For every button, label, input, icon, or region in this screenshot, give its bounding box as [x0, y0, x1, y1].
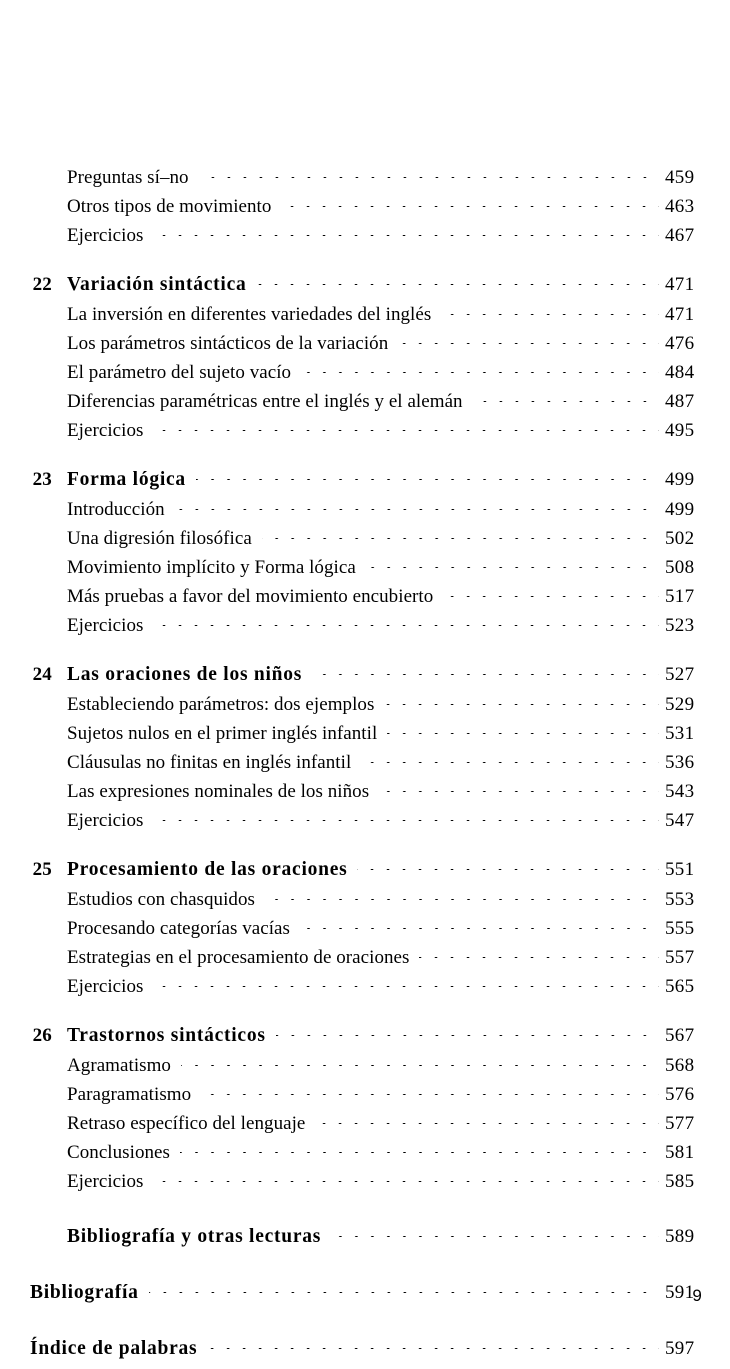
toc-entry-label: Bibliografía y otras lecturas	[67, 1226, 322, 1247]
toc-section-entry[interactable]	[30, 1080, 702, 1109]
dot-leader	[153, 430, 659, 431]
toc-section-entry[interactable]	[30, 582, 702, 611]
toc-section-entry[interactable]	[30, 553, 702, 582]
toc-section-entry[interactable]	[30, 1138, 702, 1167]
toc-entry-page-number: 476	[665, 333, 695, 354]
table-of-contents	[30, 163, 702, 1364]
toc-entry-label: Una digresión filosófica	[67, 528, 252, 549]
toc-section-entry[interactable]	[30, 748, 702, 777]
toc-section-entry[interactable]	[30, 1051, 702, 1080]
toc-entry-label: Estrategias en el procesamiento de oraciones	[67, 947, 410, 968]
toc-entry-page-number: 495	[665, 420, 695, 441]
toc-entry-label: Diferencias paramétricas entre el inglés y el alemán	[67, 391, 463, 412]
toc-entry-number: 26	[32, 1025, 52, 1046]
toc-entry-number: 22	[32, 274, 52, 295]
dot-leader	[262, 538, 659, 539]
toc-entry-page-number: 591	[665, 1282, 695, 1303]
toc-section-entry[interactable]	[30, 1109, 702, 1138]
toc-entry-label: Estableciendo parámetros: dos ejemplos	[67, 694, 375, 715]
toc-section-entry[interactable]	[30, 777, 702, 806]
toc-entry-page-number: 517	[665, 586, 695, 607]
toc-entry-page-number: 508	[665, 557, 695, 578]
toc-entry-label: Índice de palabras	[30, 1338, 198, 1359]
toc-section-entry[interactable]	[30, 611, 702, 640]
toc-entry-label: Ejercicios	[67, 976, 144, 997]
toc-entry-page-number: 589	[665, 1226, 695, 1247]
toc-section-entry[interactable]	[30, 358, 702, 387]
toc-chapter-entry[interactable]	[30, 854, 702, 885]
toc-entry-page-number: 576	[665, 1084, 695, 1105]
toc-chapter-entry[interactable]	[30, 1020, 702, 1051]
dot-leader	[473, 401, 659, 402]
toc-entry-label: Preguntas sí–no	[67, 167, 189, 188]
toc-backmatter-entry[interactable]	[30, 1221, 702, 1252]
page-folio: 9	[692, 1286, 702, 1305]
toc-backmatter-entry[interactable]	[30, 1333, 702, 1364]
toc-section-entry[interactable]	[30, 329, 702, 358]
toc-entry-label: Ejercicios	[67, 615, 144, 636]
toc-entry-page-number: 543	[665, 781, 695, 802]
dot-leader	[419, 957, 659, 958]
dot-leader	[180, 1152, 659, 1153]
toc-entry-label: Otros tipos de movimiento	[67, 196, 272, 217]
toc-section-entry[interactable]	[30, 387, 702, 416]
toc-entry-page-number: 531	[665, 723, 695, 744]
toc-section-entry[interactable]	[30, 690, 702, 719]
toc-entry-label: Trastornos sintácticos	[67, 1025, 266, 1046]
toc-entry-page-number: 555	[665, 918, 695, 939]
toc-entry-page-number: 568	[665, 1055, 695, 1076]
toc-entry-page-number: 467	[665, 225, 695, 246]
toc-entry-page-number: 459	[665, 167, 695, 188]
toc-chapter-entry[interactable]	[30, 464, 702, 495]
toc-entry-label: Las expresiones nominales de los niños	[67, 781, 370, 802]
toc-section-entry[interactable]	[30, 972, 702, 1001]
dot-leader	[265, 899, 659, 900]
dot-leader	[199, 177, 659, 178]
dot-leader	[366, 567, 659, 568]
dot-leader	[331, 1236, 659, 1237]
toc-entry-page-number: 567	[665, 1025, 695, 1046]
dot-leader	[443, 596, 659, 597]
toc-entry-page-number: 581	[665, 1142, 695, 1163]
dot-leader	[276, 1035, 659, 1036]
dot-leader	[153, 1181, 659, 1182]
toc-entry-label: Bibliografía	[30, 1282, 139, 1303]
dot-leader	[196, 479, 659, 480]
toc-entry-label: Ejercicios	[67, 225, 144, 246]
toc-entry-label: Ejercicios	[67, 420, 144, 441]
toc-entry-page-number: 463	[665, 196, 695, 217]
dot-leader	[312, 674, 659, 675]
dot-leader	[398, 343, 659, 344]
toc-entry-label: Procesamiento de las oraciones	[67, 859, 348, 880]
toc-entry-page-number: 553	[665, 889, 695, 910]
toc-entry-label: Cláusulas no finitas en inglés infantil	[67, 752, 352, 773]
toc-chapter-entry[interactable]	[30, 269, 702, 300]
toc-entry-label: Ejercicios	[67, 810, 144, 831]
toc-entry-label: Paragramatismo	[67, 1084, 192, 1105]
toc-section-entry[interactable]	[30, 495, 702, 524]
toc-entry-label: Más pruebas a favor del movimiento encubierto	[67, 586, 434, 607]
dot-leader	[357, 869, 659, 870]
dot-leader	[361, 762, 659, 763]
toc-entry-label: La inversión en diferentes variedades del inglés	[67, 304, 432, 325]
dot-leader	[175, 509, 659, 510]
toc-section-entry[interactable]	[30, 524, 702, 553]
toc-entry-page-number: 547	[665, 810, 695, 831]
toc-entry-page-number: 536	[665, 752, 695, 773]
toc-entry-page-number: 597	[665, 1338, 695, 1359]
toc-entry-label: Variación sintáctica	[67, 274, 247, 295]
toc-section-entry[interactable]	[30, 806, 702, 835]
toc-section-entry[interactable]	[30, 1167, 702, 1196]
toc-entry-number: 25	[32, 859, 52, 880]
dot-leader	[301, 372, 659, 373]
dot-leader	[441, 314, 659, 315]
toc-entry-label: Estudios con chasquidos	[67, 889, 255, 910]
toc-entry-page-number: 523	[665, 615, 695, 636]
toc-section-entry[interactable]	[30, 300, 702, 329]
toc-entry-label: Introducción	[67, 499, 165, 520]
dot-leader	[153, 235, 659, 236]
toc-section-entry[interactable]	[30, 885, 702, 914]
toc-entry-page-number: 471	[665, 274, 695, 295]
toc-entry-page-number: 577	[665, 1113, 695, 1134]
toc-entry-page-number: 551	[665, 859, 695, 880]
dot-leader	[181, 1065, 659, 1066]
dot-leader	[281, 206, 659, 207]
toc-entry-page-number: 527	[665, 664, 695, 685]
dot-leader	[387, 733, 659, 734]
toc-entry-page-number: 557	[665, 947, 695, 968]
toc-entry-label: Agramatismo	[67, 1055, 171, 1076]
toc-entry-page-number: 499	[665, 469, 695, 490]
toc-entry-label: Movimiento implícito y Forma lógica	[67, 557, 356, 578]
toc-entry-label: Conclusiones	[67, 1142, 170, 1163]
toc-entry-number: 23	[32, 469, 52, 490]
dot-leader	[256, 284, 659, 285]
toc-entry-page-number: 502	[665, 528, 695, 549]
toc-section-entry[interactable]	[30, 914, 702, 943]
toc-entry-label: Ejercicios	[67, 1171, 144, 1192]
dot-leader	[379, 791, 659, 792]
toc-entry-page-number: 565	[665, 976, 695, 997]
dot-leader	[153, 625, 659, 626]
toc-section-entry[interactable]	[30, 719, 702, 748]
toc-entry-page-number: 529	[665, 694, 695, 715]
toc-entry-label: Procesando categorías vacías	[67, 918, 290, 939]
toc-entry-label: El parámetro del sujeto vacío	[67, 362, 292, 383]
dot-leader	[207, 1348, 659, 1349]
toc-entry-page-number: 585	[665, 1171, 695, 1192]
dot-leader	[300, 928, 659, 929]
toc-entry-page-number: 484	[665, 362, 695, 383]
toc-entry-label: Sujetos nulos en el primer inglés infantil	[67, 723, 378, 744]
dot-leader	[153, 820, 659, 821]
dot-leader	[153, 986, 659, 987]
dot-leader	[384, 704, 659, 705]
toc-entry-label: Los parámetros sintácticos de la variación	[67, 333, 389, 354]
toc-entry-label: Forma lógica	[67, 469, 186, 490]
toc-section-entry[interactable]	[30, 221, 702, 250]
toc-entry-page-number: 487	[665, 391, 695, 412]
toc-entry-label: Las oraciones de los niños	[67, 664, 303, 685]
toc-section-entry[interactable]	[30, 192, 702, 221]
toc-entry-number: 24	[32, 664, 52, 685]
toc-chapter-entry[interactable]	[30, 659, 702, 690]
dot-leader	[315, 1123, 659, 1124]
toc-section-entry[interactable]	[30, 416, 702, 445]
toc-entry-label: Retraso específico del lenguaje	[67, 1113, 306, 1134]
dot-leader	[201, 1094, 659, 1095]
toc-section-entry[interactable]	[30, 943, 702, 972]
toc-entry-page-number: 499	[665, 499, 695, 520]
toc-section-entry[interactable]	[30, 163, 702, 192]
toc-entry-page-number: 471	[665, 304, 695, 325]
